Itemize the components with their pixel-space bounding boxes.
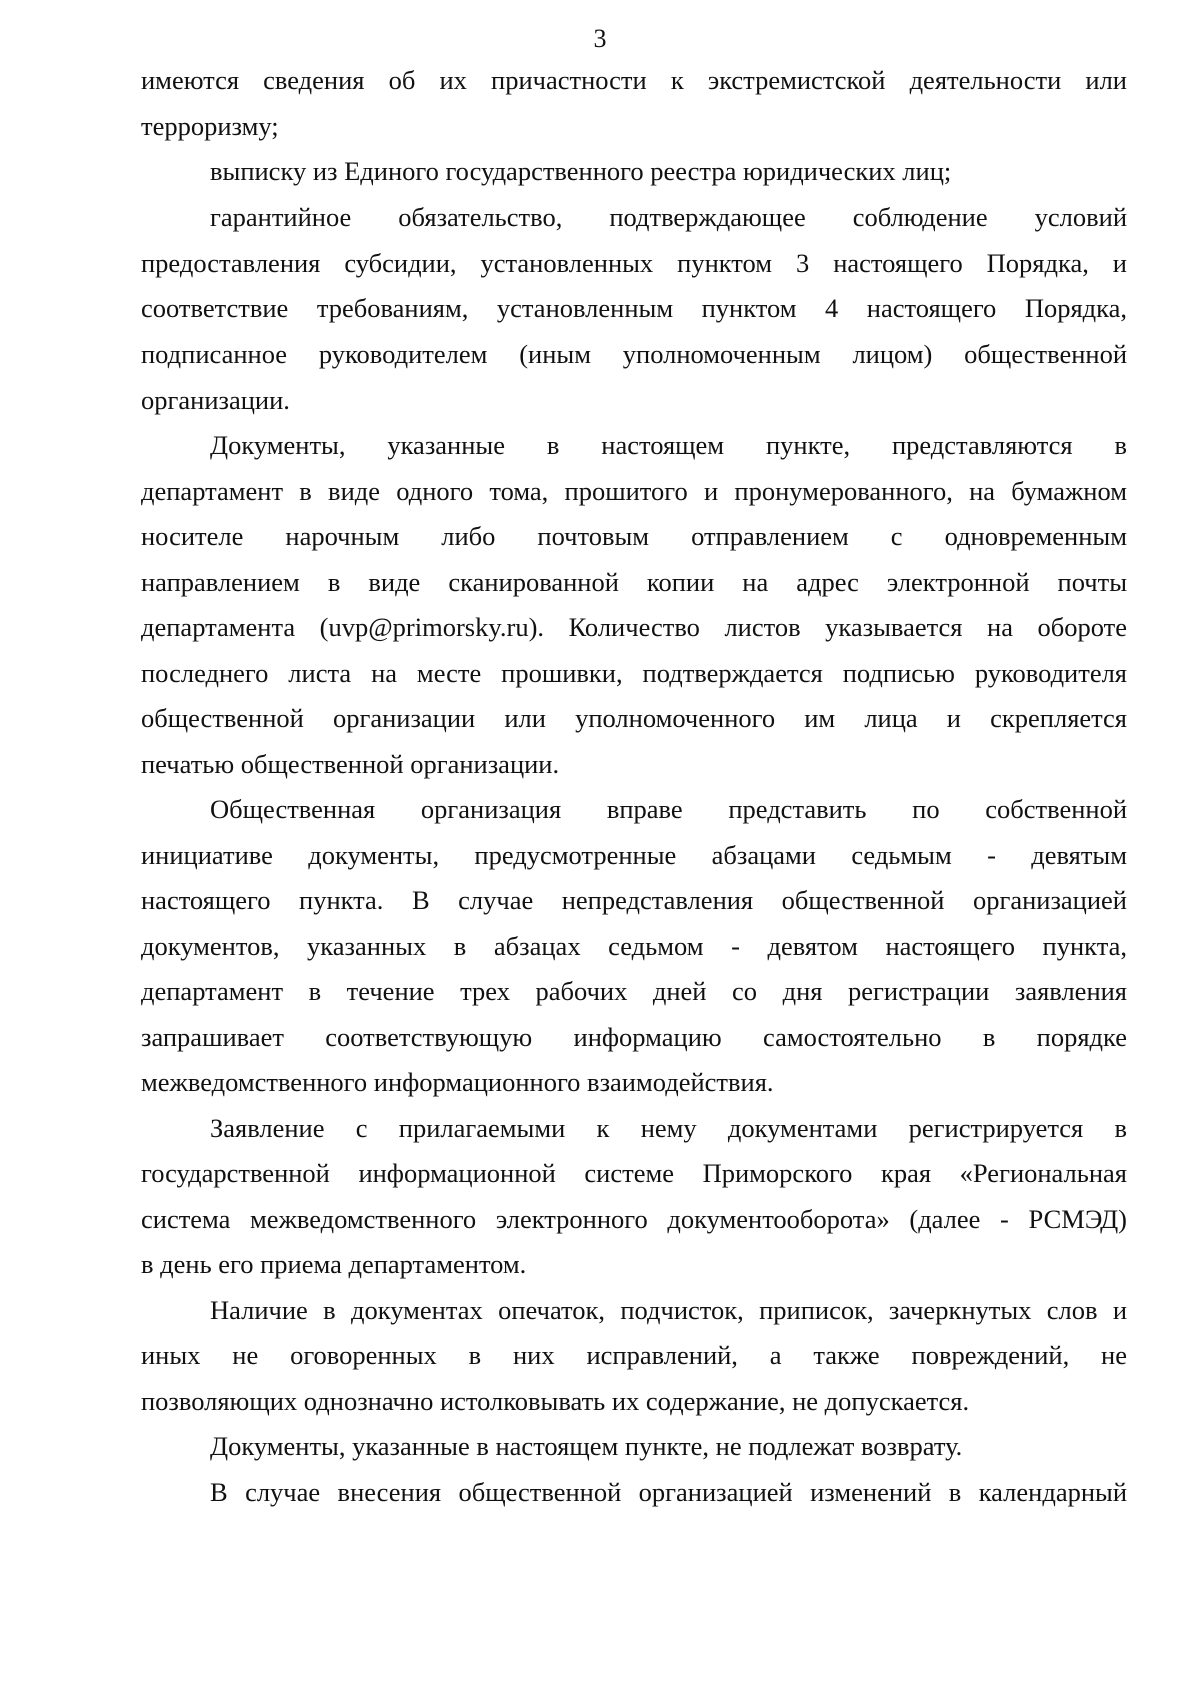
text-line: подписанное руководителем (иным уполномоченным лицом) общественной <box>141 339 1127 369</box>
text-line: иных не оговоренных в них исправлений, а также повреждений, не <box>141 1340 1127 1370</box>
text-line: департамента (uvp@primorsky.ru). Количество листов указывается на обороте <box>141 612 1127 642</box>
text-line: документов, указанных в абзацах седьмом - девятом настоящего пункта, <box>141 931 1127 961</box>
text-line: Документы, указанные в настоящем пункте, не подлежат возврату. <box>210 1431 963 1461</box>
text-line: департамент в течение трех рабочих дней со дня регистрации заявления <box>141 976 1127 1006</box>
page-number: 3 <box>593 24 607 53</box>
text-line: печатью общественной организации. <box>141 749 560 779</box>
text-line: Наличие в документах опечаток, подчисток, приписок, зачеркнутых слов и <box>210 1295 1127 1325</box>
text-line: терроризму; <box>141 111 279 141</box>
text-line: выписку из Единого государственного реестра юридических лиц; <box>210 156 952 186</box>
text-line: инициативе документы, предусмотренные абзацами седьмым - девятым <box>141 840 1127 870</box>
text-line: в день его приема департаментом. <box>141 1249 527 1279</box>
text-line: соответствие требованиям, установленным пунктом 4 настоящего Порядка, <box>141 293 1127 323</box>
text-line: организации. <box>141 385 290 415</box>
text-line: В случае внесения общественной организацией изменений в календарный <box>210 1477 1127 1507</box>
text-line: последнего листа на месте прошивки, подтверждается подписью руководителя <box>141 658 1127 688</box>
text-line: Заявление с прилагаемыми к нему документами регистрируется в <box>210 1113 1127 1143</box>
text-line: система межведомственного электронного документооборота» (далее - РСМЭД) <box>141 1204 1127 1234</box>
text-line: настоящего пункта. В случае непредставления общественной организацией <box>141 885 1127 915</box>
text-line: имеются сведения об их причастности к экстремистской деятельности или <box>141 65 1127 95</box>
text-line: общественной организации или уполномоченного им лица и скрепляется <box>141 703 1127 733</box>
text-line: государственной информационной системе Приморского края «Региональная <box>141 1158 1127 1188</box>
text-line: Общественная организация вправе представить по собственной <box>210 794 1127 824</box>
text-line: межведомственного информационного взаимодействия. <box>141 1067 774 1097</box>
text-line: гарантийное обязательство, подтверждающее соблюдение условий <box>210 202 1127 232</box>
text-line: позволяющих однозначно истолковывать их содержание, не допускается. <box>141 1386 970 1416</box>
text-line: направлением в виде сканированной копии на адрес электронной почты <box>141 567 1127 597</box>
text-line: департамент в виде одного тома, прошитого и пронумерованного, на бумажном <box>141 476 1127 506</box>
text-line: носителе нарочным либо почтовым отправлением с одновременным <box>141 521 1127 551</box>
text-line: предоставления субсидии, установленных пунктом 3 настоящего Порядка, и <box>141 248 1127 278</box>
text-line: запрашивает соответствующую информацию самостоятельно в порядке <box>141 1022 1127 1052</box>
text-line: Документы, указанные в настоящем пункте, представляются в <box>210 430 1127 460</box>
